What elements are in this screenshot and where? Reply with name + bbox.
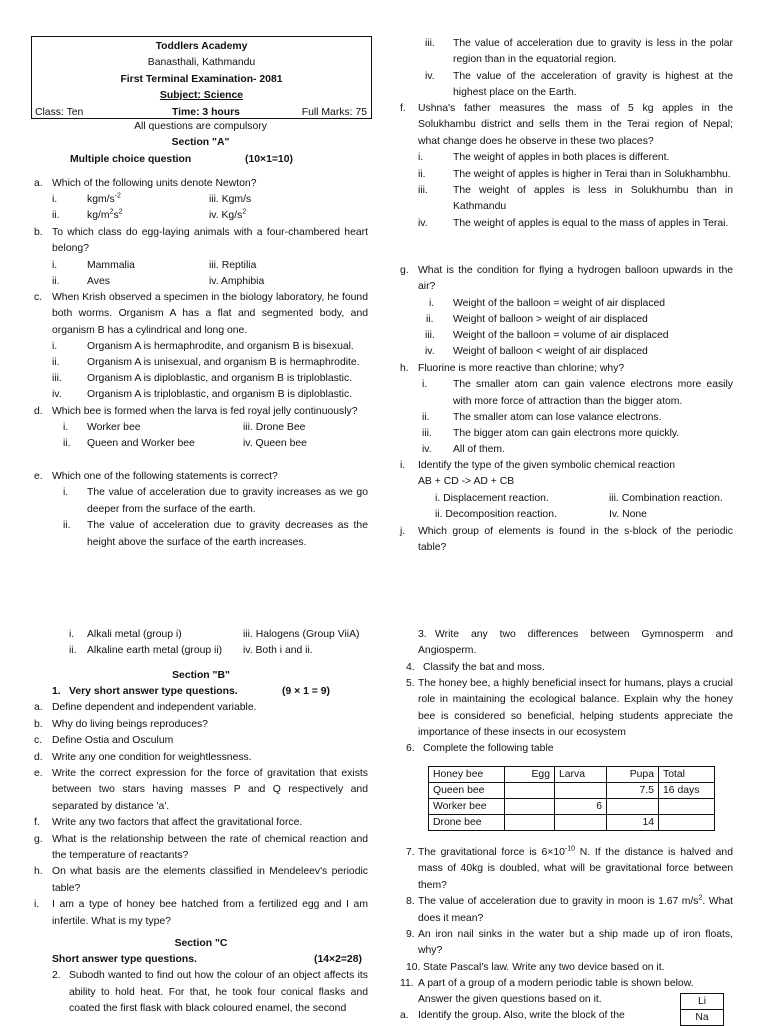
option-label: iv. (425, 70, 435, 82)
question-c (34, 290, 368, 403)
question-text: Why do living beings reproduces? (52, 718, 208, 730)
option-text: The smaller atom can gain valence electrons more easily with more force of attraction than the bigger atom. (453, 379, 733, 407)
question-text: Which bee is formed when the larva is fed royal jelly continuously? (52, 406, 358, 417)
option-label: i. (69, 629, 75, 640)
table-cell (659, 799, 715, 815)
table-cell (607, 799, 659, 815)
question-text: Identify the type of the given symbolic chemical reaction (418, 460, 676, 471)
question-label: j. (400, 526, 406, 537)
school-address: Banasthali, Kathmandu (147, 57, 256, 69)
section-b (34, 668, 368, 930)
option-label: ii. (52, 357, 60, 369)
option-text: The smaller atom can lose valance electrons. (453, 412, 662, 424)
question-label: 6. (406, 743, 415, 755)
instructions (31, 119, 370, 168)
option-label: iv. (418, 217, 428, 229)
option-text: iii. Combination reaction. (609, 492, 723, 504)
question-f (400, 101, 733, 232)
option-text: ii. Decomposition reaction. (435, 508, 557, 520)
question-label: 1. (52, 686, 61, 698)
question-label: g. (400, 265, 409, 276)
sa-marks: (14×2=28) (314, 954, 362, 966)
vs-title: Very short answer type questions. (69, 686, 238, 698)
option-label: iii. (52, 373, 62, 385)
question-e (34, 469, 368, 551)
option-label: iii. (422, 428, 432, 440)
option-text: iv. Both i and ii. (243, 645, 313, 656)
question-text: What is the relationship between the rate of chemical reaction and the temperature of reactants? (52, 833, 368, 862)
sa-title: Short answer type questions. (52, 954, 197, 966)
reaction-equation: AB + CD -> AD + CB (418, 476, 515, 488)
question-label: d. (34, 751, 43, 763)
question-e-continued (400, 36, 733, 102)
question-h (400, 361, 733, 458)
option-text: iv. Queen bee (243, 438, 307, 450)
question-label: a. (400, 1009, 409, 1021)
option-label: iii. (418, 185, 428, 197)
table-row (429, 815, 715, 831)
question-j-options (34, 627, 368, 659)
question-text: State Pascal's law. Write any two device based on it. (423, 961, 665, 973)
table-header-cell: Larva (555, 767, 607, 783)
table-header-cell: Honey bee (429, 767, 505, 783)
table-cell: 14 (607, 815, 659, 831)
vs-list (34, 700, 368, 930)
option-text: The value of acceleration due to gravity increases as we go deeper from the surface of the earth. (87, 487, 368, 515)
option-text: Worker bee (87, 422, 141, 434)
option-text: i. Displacement reaction. (435, 492, 549, 504)
option-text: Alkaline earth metal (group ii) (87, 645, 223, 656)
option-label: iii. (425, 38, 435, 49)
mcq-title: Multiple choice question (70, 153, 192, 165)
table-row (429, 799, 715, 815)
question-b (34, 225, 368, 290)
question-text: On what basis are the elements classified in Mendeleev's periodic table? (52, 866, 368, 894)
option-text: Organism A is hermaphrodite, and organism B is bisexual. (87, 341, 354, 353)
option-text: Weight of balloon < weight of air displaced (453, 345, 648, 357)
table-header-cell: Egg (505, 767, 555, 783)
question-text: To which class do egg-laying animals with a four-chambered heart belong? (52, 227, 368, 255)
mcq-heading (31, 152, 370, 168)
option-text: Weight of the balloon = volume of air displaced (453, 329, 669, 341)
question-text: Subodh wanted to find out how the colour of an object affects its ability to hold heat. For that, he took four conical flasks and coated the first flask with black coloured enamel, the second (69, 970, 368, 1015)
question-label: 7. (406, 847, 415, 858)
table-cell (505, 799, 555, 815)
subject-title: Subject: Science (159, 90, 244, 102)
vs-item (34, 815, 368, 831)
question-text: Which of the following units denote Newton? (52, 178, 257, 189)
question-text: Ushna's father measures the mass of 5 kg apples in the Solukhambu district and sells them in the Terai region of Nepal; what change does he observe in these two places? (418, 103, 733, 147)
question-a (34, 176, 368, 224)
question-label: b. (34, 718, 43, 730)
question-text: The honey bee, a highly beneficial insect for humans, plays a crucial role in maintaining the ecological balance. Explain why the honey bee is considered so beneficial, helping students appreciate the importance of these insects in our ecosystem (418, 677, 733, 739)
option-text: iv. $Kg/s^2$ (209, 208, 247, 222)
question-text: A part of a group of a modern periodic table is shown below. (418, 977, 694, 989)
option-text: The value of the acceleration of gravity is highest at the highest place on the Earth. (453, 70, 733, 99)
table-cell: Worker bee (429, 799, 505, 815)
vs-item (34, 766, 368, 815)
table-cell: Queen bee (429, 783, 505, 799)
table-cell (555, 815, 607, 831)
option-text: iv. Amphibia (209, 275, 265, 287)
option-text: Mammalia (87, 259, 135, 271)
option-text: The weight of apples is equal to the mass of apples in Terai. (453, 217, 729, 229)
mcq-marks: (10×1=10) (245, 153, 293, 165)
element-li: Li (680, 993, 724, 1010)
table-cell (555, 783, 607, 799)
option-label: i. (52, 259, 58, 271)
question-text: Fluorine is more reactive than chlorine; why? (418, 363, 625, 374)
exam-title: First Terminal Examination- 2081 (120, 73, 283, 85)
table-header-row (429, 767, 715, 783)
option-label: i. (52, 341, 58, 353)
question-text: Identify the group. Also, write the block of the (418, 1009, 625, 1021)
right-lower (400, 627, 733, 757)
option-text: The value of acceleration due to gravity is less in the polar region than in the equatorial region. (453, 38, 733, 66)
option-label: ii. (418, 168, 426, 180)
option-text: Weight of the balloon = weight of air displaced (453, 297, 666, 309)
question-text: Write the correct expression for the force of gravitation that exists between two stars having masses P and Q respectively and separated by distance 'a'. (52, 768, 368, 812)
table-cell (659, 815, 715, 831)
option-text: All of them. (453, 444, 505, 456)
question-label: 3. (418, 629, 427, 640)
question-label: a. (34, 178, 43, 189)
question-label: h. (34, 866, 43, 878)
question-text: Answer the given questions based on it. (418, 993, 602, 1005)
question-label: i. (400, 460, 406, 471)
option-text: The weight of apples in both places is different. (453, 152, 670, 164)
question-text: Classify the bat and moss. (423, 661, 545, 673)
question-label: c. (34, 735, 43, 747)
option-label: iv. (422, 444, 432, 456)
question-label: 9. (406, 929, 415, 941)
question-label: 2. (52, 970, 61, 982)
option-text: iii. Halogens (Group ViiA) (243, 629, 360, 640)
option-label: ii. (422, 412, 430, 424)
option-label: iv. (425, 345, 435, 357)
honey-bee-table (428, 766, 715, 831)
option-text: Queen and Worker bee (87, 438, 195, 450)
option-text: kgm/$s^{-2}$ (87, 192, 121, 206)
table-cell: 7.5 (607, 783, 659, 799)
option-label: ii. (63, 520, 71, 532)
question-label: e. (34, 471, 43, 482)
option-label: ii. (69, 645, 77, 656)
vs-item (34, 897, 368, 930)
question-label: b. (34, 227, 43, 238)
option-label: i. (422, 379, 428, 391)
table-cell: 6 (555, 799, 607, 815)
table-cell: Drone bee (429, 815, 505, 831)
option-text: $kg/m^2s^2$ (87, 208, 123, 222)
table-cell (505, 815, 555, 831)
option-text: The bigger atom can gain electrons more quickly. (453, 428, 680, 440)
option-text: iii. Reptilia (209, 259, 257, 271)
question-text: Write any one condition for weightlessness. (52, 751, 252, 763)
vs-item (34, 733, 368, 749)
vs-item (34, 717, 368, 733)
marks-label: Full Marks: 75 (301, 106, 367, 118)
option-text: The weight of apples is less in Solukhumbu than in Kathmandu (453, 185, 733, 213)
section-c (34, 936, 368, 1018)
option-text: iii. Kgm/s (209, 194, 252, 206)
option-text: The value of acceleration due to gravity decreases as the height above the surface of the earth increases. (87, 520, 368, 548)
element-group-box (680, 993, 724, 1026)
question-text: When Krish observed a specimen in the biology laboratory, he found both worms. Organism A has a flat and segmented body, and organism B has a cylindrical and long one. (52, 292, 368, 336)
question-label: i. (34, 899, 40, 911)
option-text: Organism A is triploblastic, and organism B is diploblastic. (87, 389, 353, 401)
question-text: Write any two differences between Gymnosperm and Angiosperm. (418, 629, 733, 657)
class-label: Class: Ten (35, 106, 84, 118)
option-label: ii. (63, 438, 71, 450)
option-label: i. (63, 422, 69, 434)
option-label: iv. (52, 389, 62, 401)
option-text: Weight of balloon > weight of air displaced (453, 313, 648, 325)
table-header-cell: Pupa (607, 767, 659, 783)
time-label: Time: 3 hours (172, 106, 240, 118)
question-text: Complete the following table (423, 743, 554, 755)
question-text: Define Ostia and Osculum (52, 735, 174, 747)
element-na: Na (680, 1010, 724, 1026)
vs-item (34, 864, 368, 897)
section-c-title: Section "C (174, 938, 228, 949)
question-label: 10. (406, 961, 421, 973)
table-row (429, 783, 715, 799)
question-d (34, 404, 368, 452)
vs-item (34, 750, 368, 766)
option-label: iii. (425, 329, 435, 341)
vs-item (34, 832, 368, 865)
option-text: Alkali metal (group i) (87, 629, 182, 640)
question-text: The value of acceleration due to gravity in moon is 1.67 $m/s^2$. What does it mean? (418, 894, 734, 924)
question-label: h. (400, 363, 409, 374)
option-label: i. (63, 487, 69, 499)
school-name: Toddlers Academy (155, 41, 248, 52)
option-label: i. (418, 152, 424, 164)
instruction-text: All questions are compulsory (134, 121, 267, 132)
question-label: e. (34, 768, 43, 780)
question-label: c. (34, 292, 43, 303)
question-label: 5. (406, 677, 415, 689)
vs-item (34, 700, 368, 716)
question-text: Define dependent and independent variable. (52, 702, 257, 714)
table-header-cell: Total (659, 767, 715, 783)
question-text: The gravitational force is $6\times 10^{-10}$ N. If the distance is halved and mass of 40kg is doubled, what will be gravitational force between them? (418, 845, 733, 891)
table-cell: 16 days (659, 783, 715, 799)
question-j (400, 524, 733, 557)
question-text: Write any two factors that affect the gravitational force. (52, 817, 303, 829)
question-label: f. (400, 103, 406, 114)
option-label: i. (429, 297, 435, 309)
question-label: g. (34, 833, 43, 845)
question-label: a. (34, 702, 43, 714)
option-text: iii. Drone Bee (243, 422, 306, 434)
question-text: Which group of elements is found in the s-block of the periodic table? (418, 526, 733, 554)
option-label: ii. (426, 313, 434, 325)
header-box (31, 36, 372, 119)
question-label: d. (34, 406, 43, 417)
option-text: Aves (87, 275, 110, 287)
option-text: Iv. None (609, 508, 647, 520)
option-label: ii. (52, 275, 60, 287)
section-b-title: Section "B" (172, 670, 230, 681)
option-label: ii. (52, 210, 60, 222)
vs-marks: (9 × 1 = 9) (282, 686, 330, 698)
question-text: I am a type of honey bee hatched from a fertilized egg and I am infertile. What is my type? (52, 899, 368, 927)
option-text: Organism A is unisexual, and organism B is hermaphrodite. (87, 357, 360, 369)
question-text: An iron nail sinks in the water but a ship made up of iron floats, why? (418, 929, 733, 957)
section-a-title: Section "A" (171, 137, 230, 149)
option-text: The weight of apples is higher in Terai than in Solukhambhu. (453, 168, 731, 180)
question-label: 11. (400, 977, 414, 989)
question-g (400, 263, 733, 360)
question-text: What is the condition for flying a hydrogen balloon upwards in the air? (418, 265, 733, 293)
honey-bee-table-wrap (428, 766, 715, 831)
question-label: 8. (406, 896, 415, 908)
question-label: f. (34, 817, 40, 829)
question-i (400, 458, 733, 523)
table-cell (505, 783, 555, 799)
option-text: Organism A is diploblastic, and organism B is triploblastic. (87, 373, 353, 385)
option-label: i. (52, 194, 58, 206)
question-label: 4. (406, 661, 415, 673)
question-text: Which one of the following statements is correct? (52, 471, 278, 482)
